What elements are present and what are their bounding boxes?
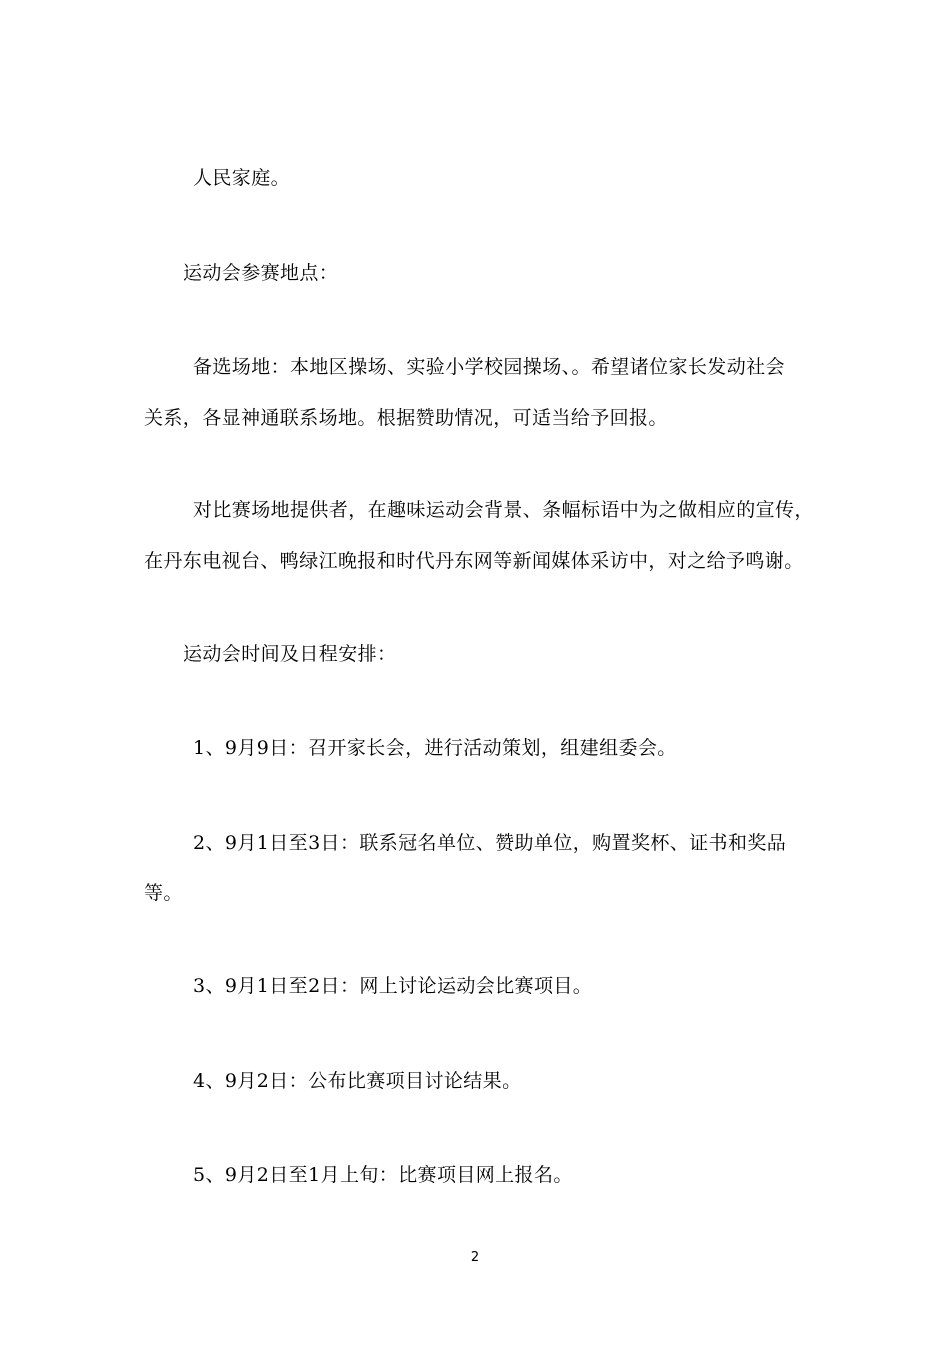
section-heading: 运动会时间及日程安排：: [183, 643, 397, 665]
paragraph-line: 关系，各显神通联系场地。根据赞助情况，可适当给予回报。: [144, 407, 668, 429]
paragraph-line: 人民家庭。: [193, 167, 291, 189]
schedule-item: 4、9月2日：公布比赛项目讨论结果。: [193, 1070, 522, 1092]
paragraph-line: 在丹东电视台、鸭绿江晚报和时代丹东网等新闻媒体采访中，对之给予鸣谢。: [144, 550, 804, 572]
schedule-item: 5、9月2日至1月上旬：比赛项目网上报名。: [193, 1164, 573, 1186]
schedule-item: 3、9月1日至2日：网上讨论运动会比赛项目。: [193, 975, 593, 997]
schedule-item: 1、9月9日：召开家长会，进行活动策划，组建组委会。: [193, 737, 677, 759]
paragraph-line: 备选场地：本地区操场、实验小学校园操场、。希望诸位家长发动社会: [193, 356, 785, 378]
page-number: 2: [470, 1250, 480, 1265]
schedule-item: 2、9月1日至3日：联系冠名单位、赞助单位，购置奖杯、证书和奖品: [193, 832, 787, 854]
paragraph-line: 对比赛场地提供者，在趣味运动会背景、条幅标语中为之做相应的宣传，: [193, 499, 814, 521]
section-heading: 运动会参赛地点：: [183, 262, 339, 284]
schedule-item-continuation: 等。: [144, 882, 183, 904]
